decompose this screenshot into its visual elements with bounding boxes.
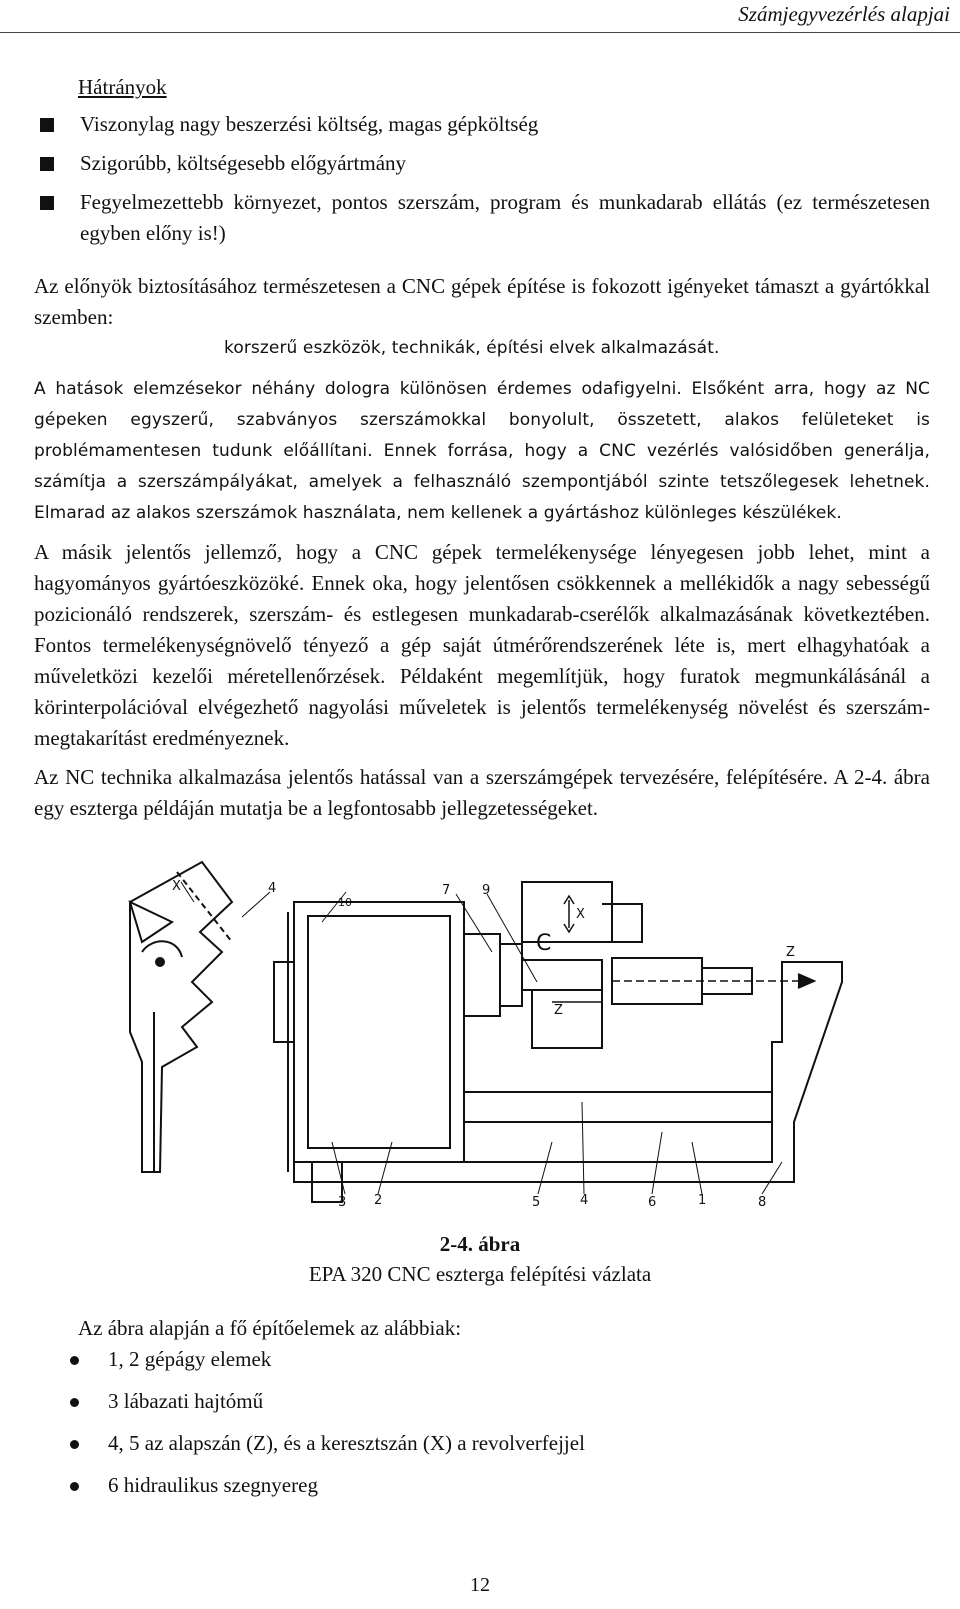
list-item: Szigorúbb, költségesebb előgyártmány — [34, 148, 930, 179]
paragraph-1: Az előnyök biztosításához természetesen a CNC gépek építése is fokozott igényeket támaszt a gyártókkal szemben: — [34, 274, 930, 329]
header-title: Számjegyvezérlés alapjai — [738, 2, 950, 26]
list-item: Fegyelmezettebb környezet, pontos szerszám, program és munkadarab ellátás (ez természetesen egyben előny is!) — [34, 187, 930, 249]
disadvantages-heading: Hátrányok — [78, 75, 167, 99]
dot-bullet-icon — [70, 1482, 79, 1491]
elements-intro: Az ábra alapján a fő építőelemek az alábbiak: — [78, 1316, 462, 1340]
dot-bullet-icon — [70, 1398, 79, 1407]
list-item: 3 lábazati hajtómű — [66, 1386, 585, 1428]
paragraph-1-indent: korszerű eszközök, technikák, építési elvek alkalmazását. — [224, 338, 720, 358]
square-bullet-icon — [40, 157, 54, 171]
label-1: 1 — [698, 1193, 707, 1208]
elements-list — [66, 1344, 585, 1512]
label-5: 5 — [532, 1195, 541, 1210]
lathe-diagram — [82, 842, 858, 1228]
page-body — [34, 66, 930, 824]
square-bullet-icon — [40, 118, 54, 132]
list-item: 6 hidraulikus szegnyereg — [66, 1470, 585, 1512]
page-number: 12 — [470, 1574, 490, 1596]
dot-bullet-icon — [70, 1356, 79, 1365]
label-z-right: Z — [786, 945, 795, 960]
paragraph-4: Az NC technika alkalmazása jelentős hatással van a szerszámgépek tervezésére, felépítésére. A 2-4. ábra egy eszterga példáján mutatja be a legfontosabb jellegzetességeket. — [34, 765, 930, 820]
headstock — [294, 902, 464, 1162]
label-x-left: X — [172, 879, 181, 894]
label-8: 8 — [758, 1195, 767, 1210]
label-7: 7 — [442, 883, 451, 898]
label-9: 9 — [482, 883, 491, 898]
chuck — [464, 934, 500, 1016]
list-item: 1, 2 gépágy elemek — [66, 1344, 585, 1386]
list-item: Viszonylag nagy beszerzési költség, magas gépköltség — [34, 109, 930, 140]
label-3: 3 — [338, 1195, 347, 1210]
paragraph-3: A másik jelentős jellemző, hogy a CNC gépek termelékenysége lényegesen jobb lehet, mint a hagyományos gyártóeszközöké. Ennek oka, hogy jelentősen csökkennek a mellékidők a nagy sebességű pozicionáló rendszerek, szerszám- és estlegesen munkadarab-cserélők alkalmazásának következtében. Fontos termelékenységnövelő tényező a gép saját útmérőrendszerének léte is, mert elhagyhatóak a műveletközi kezelői méretellenőrzések. Példaként megemlítjük, hogy furatok megmunkálásánál a körinterpolációval elvégezhető nagyolási műveletek is jelentős termelékenység növelést és szerszám-megtakarítást eredményeznek. — [34, 540, 930, 750]
page-header — [0, 0, 960, 33]
dot-bullet-icon — [70, 1440, 79, 1449]
label-4-top: 4 — [268, 881, 277, 896]
label-z-mid: Z — [554, 1003, 563, 1018]
label-4-bottom: 4 — [580, 1193, 589, 1208]
disadvantages-list — [34, 109, 930, 249]
label-c: C — [536, 931, 552, 956]
paragraph-2: A hatások elemzésekor néhány dologra különösen érdemes odafigyelni. Elsőként arra, hogy az NC gépeken egyszerű, szabványos szerszámokkal bonyolult, összetett, alakos felületeket is problémamentesen tudunk előállítani. Ennek forrása, hogy a CNC vezérlés valósidőben generálja, számítja a szerszámpályákat, amelyek a felhasználó szempontjából szinte tetszőlegesek lehetnek. Elmarad az alakos szerszámok használata, nem kellenek a gyártáshoz különleges készülékek. — [34, 379, 930, 523]
figure-title: EPA 320 CNC eszterga felépítési vázlata — [308, 1262, 652, 1286]
square-bullet-icon — [40, 196, 54, 210]
label-x-right: X — [576, 907, 585, 922]
label-2: 2 — [374, 1193, 383, 1208]
label-10: 10 — [338, 896, 352, 909]
list-item: 4, 5 az alapszán (Z), és a keresztszán (X) a revolverfejjel — [66, 1428, 585, 1470]
label-6: 6 — [648, 1195, 657, 1210]
figure-number: 2-4. ábra — [439, 1232, 521, 1256]
